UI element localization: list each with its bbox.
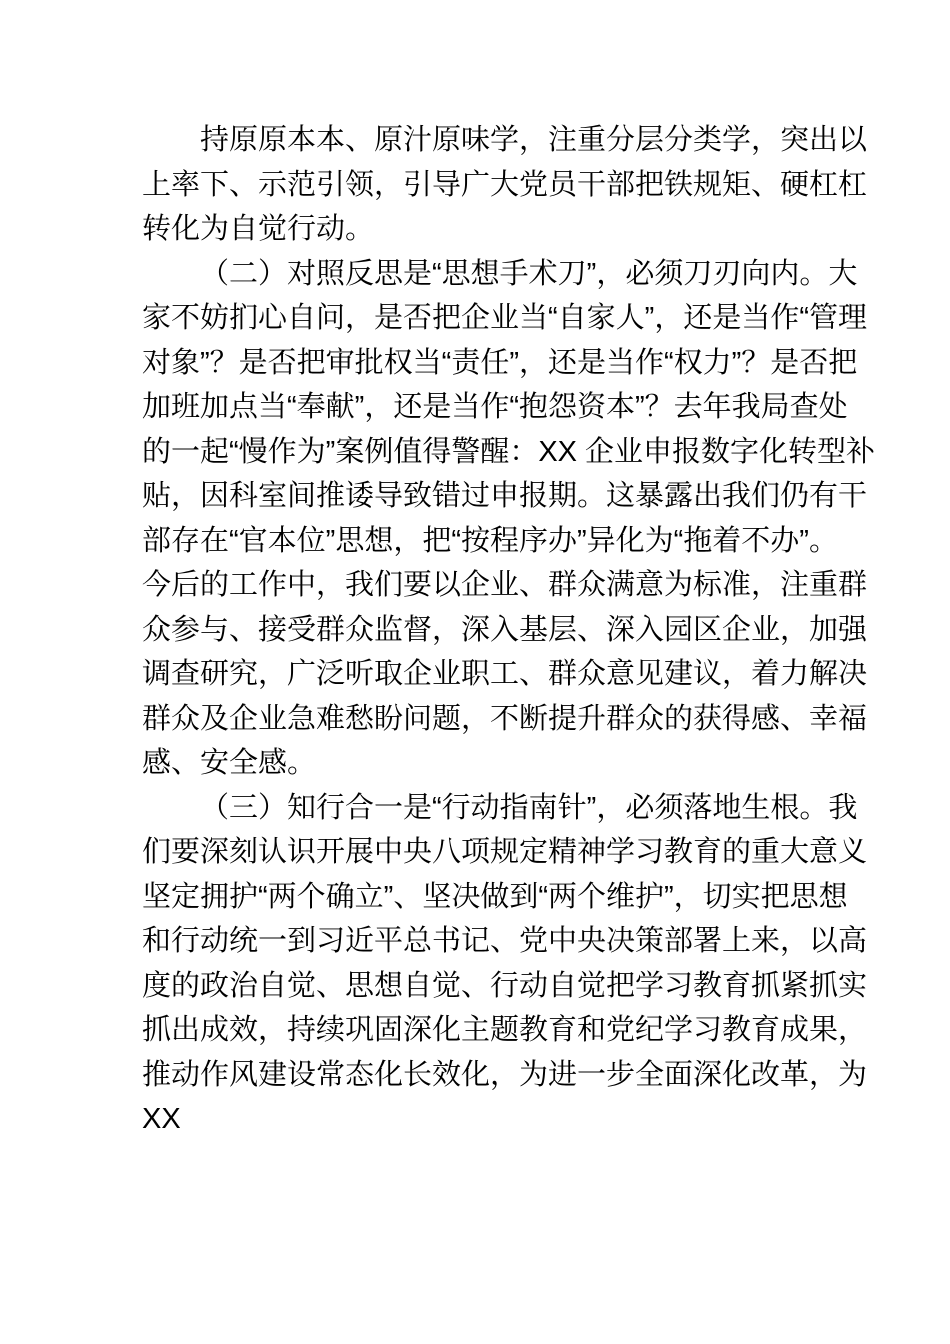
text-line: 坚定拥护“两个确立”、坚决做到“两个维护”，切实把思想 [142,880,848,913]
text-line: 的一起“慢作为”案例值得警醒：XX 企业申报数字化转型补 [142,435,876,468]
text-line: 上率下、示范引领，引导广大党员干部把铁规矩、硬杠杠 [142,168,868,201]
paragraph-1 [142,118,868,252]
text-line: 贴，因科室间推诿导致错过申报期。这暴露出我们仍有干 [142,480,868,512]
document-body [142,118,876,1142]
text-line: （二）对照反思是“思想手术刀”，必须刀刃向内。大 [200,257,858,290]
text-line: （三）知行合一是“行动指南针”，必须落地生根。我 [200,791,858,824]
text-line: 众参与、接受群众监督，深入基层、深入园区企业，加强 [142,613,868,646]
text-line: XX [142,1103,181,1135]
text-line: 群众及企业急难愁盼问题，不断提升群众的获得感、幸福 [142,702,868,735]
text-line: 加班加点当“奉献”，还是当作“抱怨资本”？去年我局查处 [142,391,848,423]
paragraph-3 [142,786,868,1142]
text-line: 推动作风建设常态化长效化，为进一步全面深化改革，为 [142,1058,868,1091]
text-line: 对象”？是否把审批权当“责任”，还是当作“权力”？是否把 [142,346,858,379]
text-line: 今后的工作中，我们要以企业、群众满意为标准，注重群 [142,569,868,601]
text-line: 和行动统一到习近平总书记、党中央决策部署上来，以高 [142,925,868,957]
text-line: 们要深刻认识开展中央八项规定精神学习教育的重大意义 [142,836,868,868]
text-line: 转化为自觉行动。 [142,213,375,245]
text-line: 家不妨扪心自问，是否把企业当“自家人”，还是当作“管理 [142,302,867,334]
text-line: 度的政治自觉、思想自觉、行动自觉把学习教育抓紧抓实 [142,969,868,1002]
text-line: 调查研究，广泛听取企业职工、群众意见建议，着力解决 [142,658,868,690]
text-line: 部存在“官本位”思想，把“按程序办”异化为“拖着不办”。 [142,524,838,557]
paragraph-2 [142,252,876,786]
text-line: 感、安全感。 [142,747,317,779]
text-line: 抓出成效，持续巩固深化主题教育和党纪学习教育成果， [142,1014,868,1046]
text-line: 持原原本本、原汁原味学，注重分层分类学，突出以 [200,124,868,156]
